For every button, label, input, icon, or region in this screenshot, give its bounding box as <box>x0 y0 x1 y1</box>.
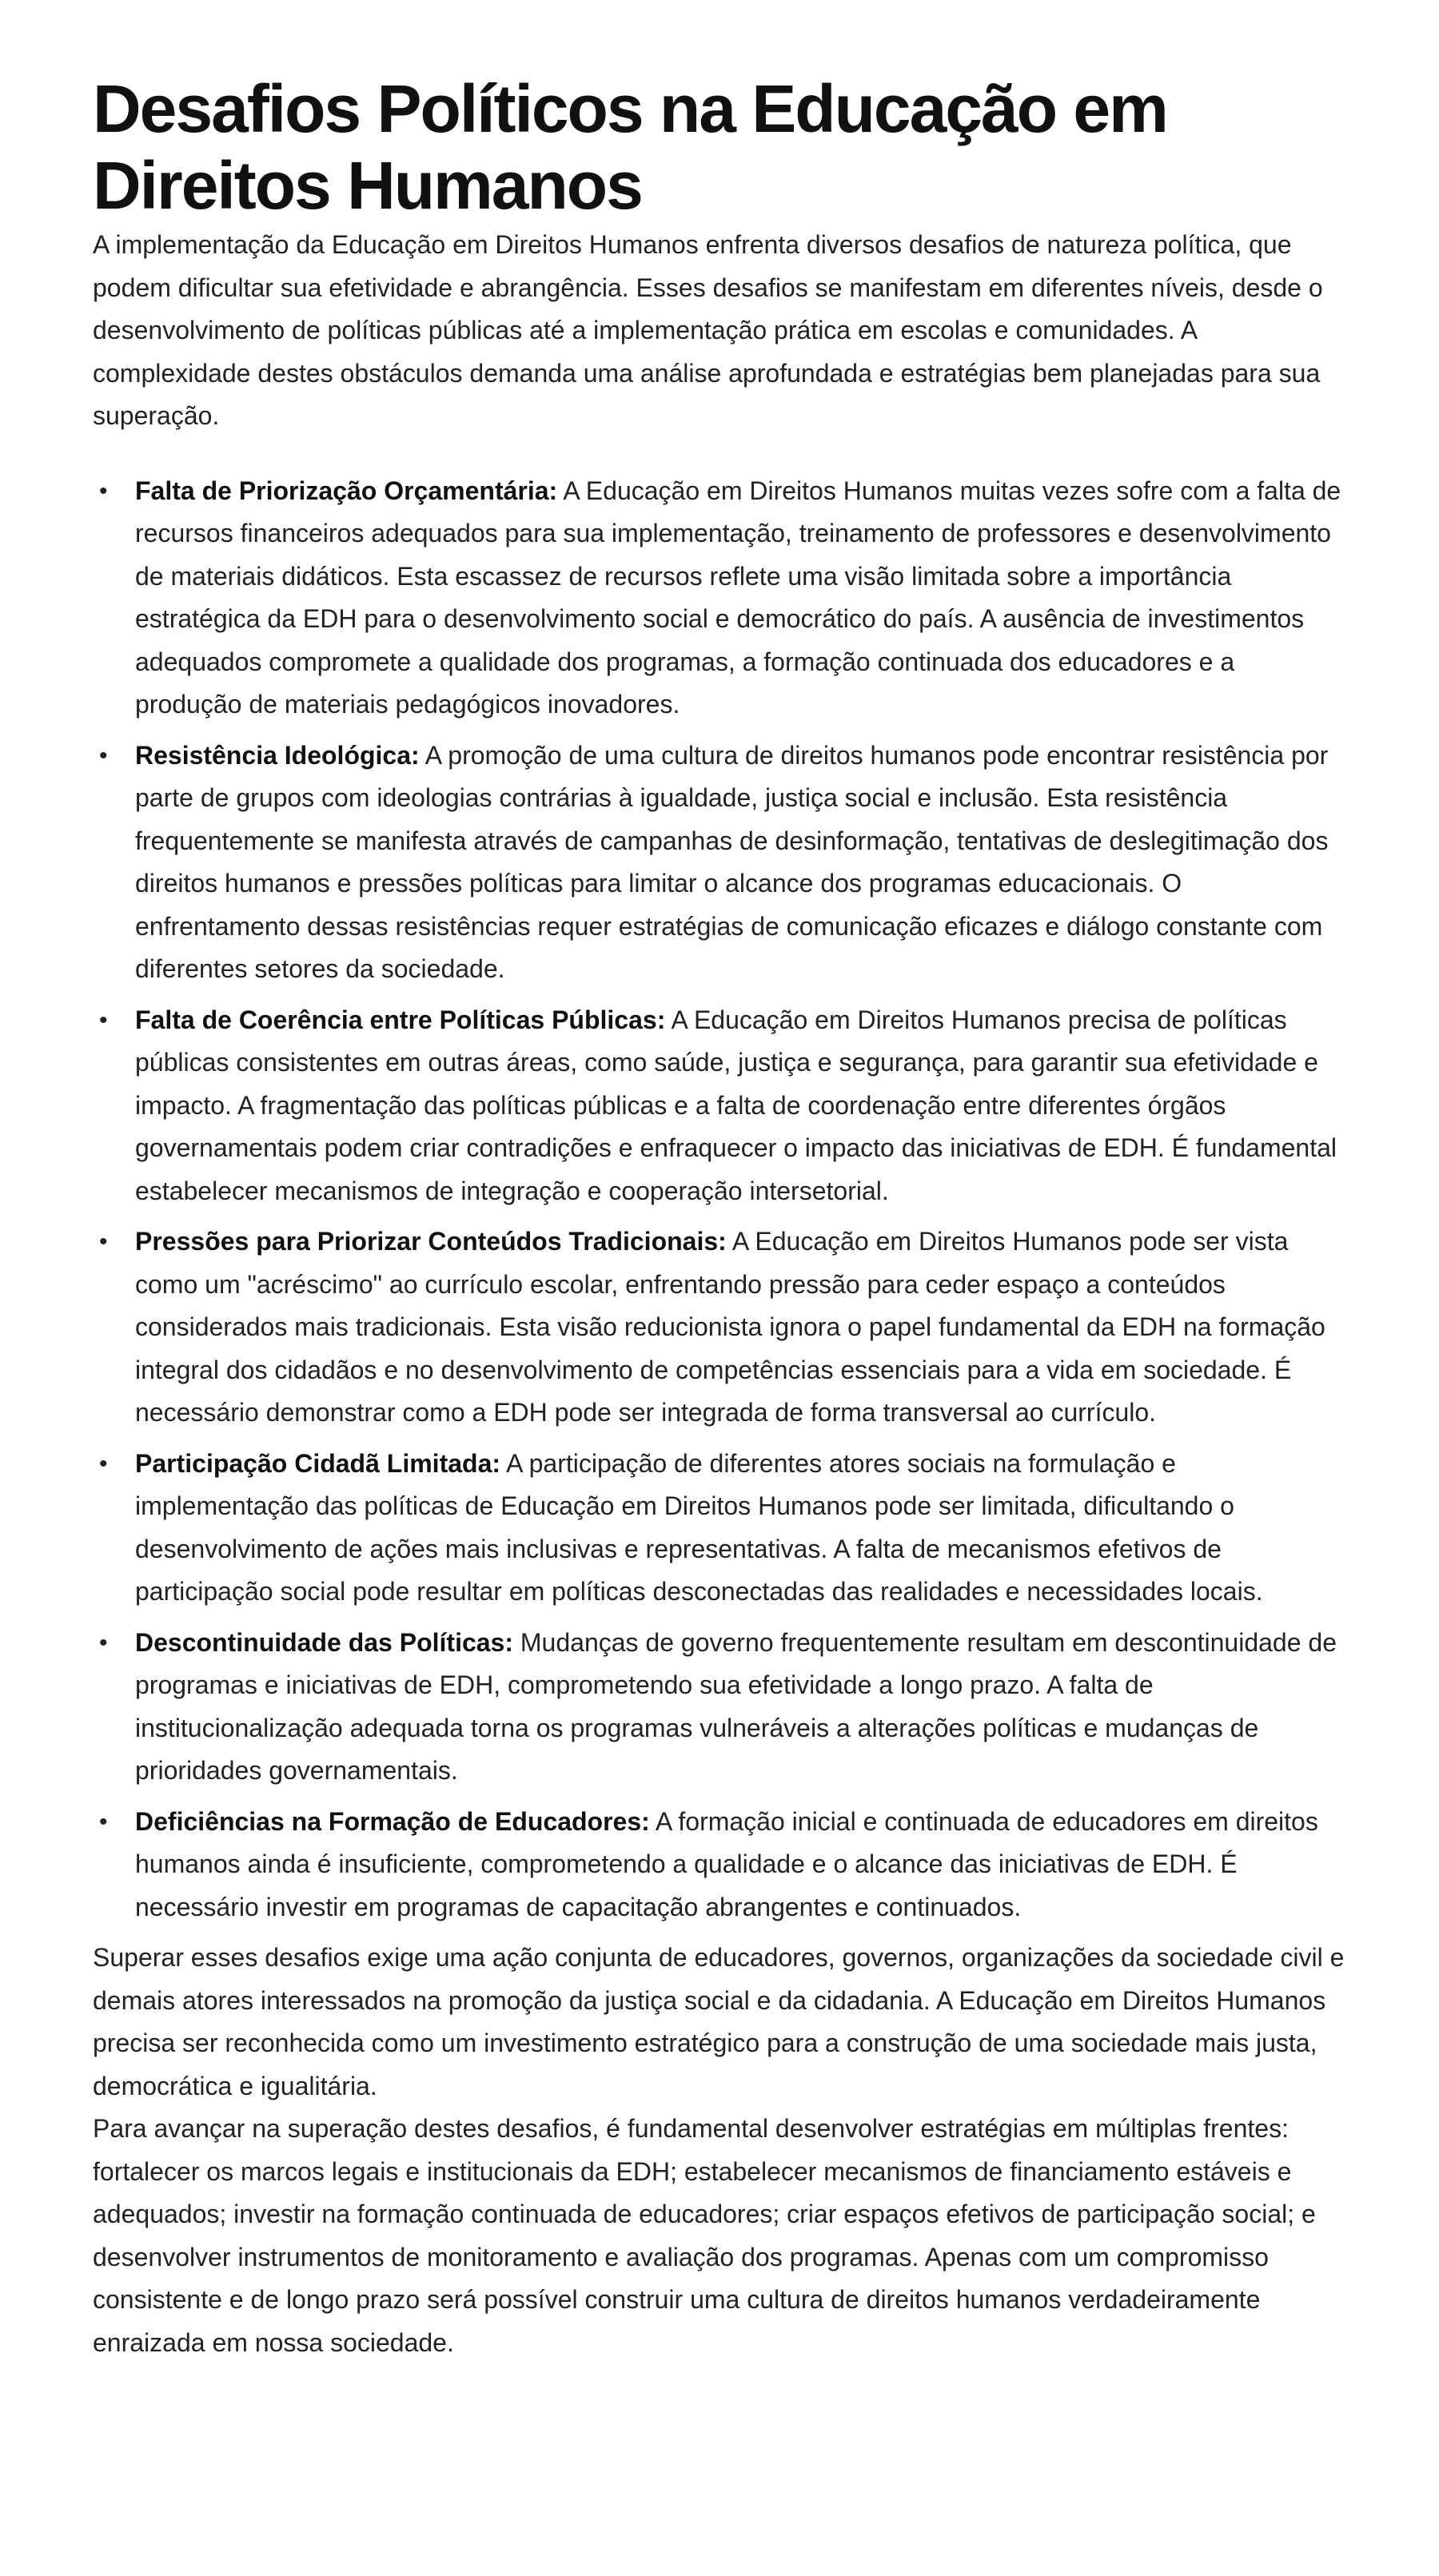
list-item <box>93 1443 1346 1614</box>
challenge-text: A formação inicial e continuada de educadores em direitos humanos ainda é insuficiente, comprometendo a qualidade e o alcance das iniciativas de EDH. É necessário investir em programas de capacitação abrangentes e continuados. <box>135 1806 1318 1921</box>
bullet-icon: • <box>99 1450 108 1477</box>
list-item <box>93 735 1346 991</box>
challenge-label: Falta de Coerência entre Políticas Públicas: <box>135 1005 666 1034</box>
intro-paragraph: A implementação da Educação em Direitos Humanos enfrenta diversos desafios de natureza política, que podem dificultar sua efetividade e abrangência. Esses desafios se manifestam em diferentes níveis, desde o desenvolvimento de políticas públicas até a implementação prática em escolas e comunidades. A complexidade destes obstáculos demanda uma análise aprofundada e estratégias bem planejadas para sua superação. <box>93 230 1323 430</box>
bullet-icon: • <box>99 477 108 504</box>
challenge-label: Resistência Ideológica: <box>135 740 420 770</box>
challenge-text: A Educação em Direitos Humanos pode ser vista como um "acréscimo" ao currículo escolar, enfrentando pressão para ceder espaço a conteúdos considerados mais tradicionais. Esta visão reducionista ignora o papel fundamental da EDH na formação integral dos cidadãos e no desenvolvimento de competências essenciais para a vida em sociedade. É necessário demonstrar como a EDH pode ser integrada de forma transversal ao currículo. <box>135 1227 1325 1427</box>
page-title: Desafios Políticos na Educação em Direitos Humanos <box>93 71 1167 223</box>
bullet-icon: • <box>99 1629 108 1656</box>
challenge-label: Falta de Priorização Orçamentária: <box>135 476 558 505</box>
bullet-icon: • <box>99 742 108 769</box>
list-item <box>93 470 1346 727</box>
challenge-text: A Educação em Direitos Humanos muitas vezes sofre com a falta de recursos financeiros adequados para sua implementação, treinamento de professores e desenvolvimento de materiais didáticos. Esta escassez de recursos reflete uma visão limitada sobre a importância estratégica da EDH para o desenvolvimento social e democrático do país. A ausência de investimentos adequados compromete a qualidade dos programas, a formação continuada dos educadores e a produção de materiais pedagógicos inovadores. <box>135 476 1341 719</box>
challenge-text: A participação de diferentes atores sociais na formulação e implementação das políticas de Educação em Direitos Humanos pode ser limitada, dificultando o desenvolvimento de ações mais inclusivas e representativas. A falta de mecanismos efetivos de participação social pode resultar em políticas desconectadas das realidades e necessidades locais. <box>135 1448 1263 1606</box>
bullet-icon: • <box>99 1006 108 1033</box>
challenge-text: A Educação em Direitos Humanos precisa de políticas públicas consistentes em outras áreas, como saúde, justiça e segurança, para garantir sua efetividade e impacto. A fragmentação das políticas públicas e a falta de coordenação entre diferentes órgãos governamentais podem criar contradições e enfraquecer o impacto das iniciativas de EDH. É fundamental estabelecer mecanismos de integração e cooperação intersetorial. <box>135 1005 1337 1205</box>
list-item <box>93 1801 1346 1929</box>
challenge-text: A promoção de uma cultura de direitos humanos pode encontrar resistência por parte de grupos com ideologias contrárias à igualdade, justiça social e inclusão. Esta resistência frequentemente se manifesta através de campanhas de desinformação, tentativas de deslegitimação dos direitos humanos e pressões políticas para limitar o alcance dos programas educacionais. O enfrentamento dessas resistências requer estratégias de comunicação eficazes e diálogo constante com diferentes setores da sociedade. <box>135 740 1329 983</box>
list-item <box>93 1220 1346 1435</box>
challenges-list <box>93 470 1346 1929</box>
bullet-icon: • <box>99 1808 108 1835</box>
challenge-text: Mudanças de governo frequentemente resultam em descontinuidade de programas e iniciativas de EDH, comprometendo sua efetividade a longo prazo. A falta de institucionalização adequada torna os programas vulneráveis a alterações políticas e mudanças de prioridades governamentais. <box>135 1627 1337 1785</box>
challenge-label: Participação Cidadã Limitada: <box>135 1448 501 1478</box>
final-paragraph: Para avançar na superação destes desafios, é fundamental desenvolver estratégias em múltiplas frentes: fortalecer os marcos legais e institucionais da EDH; estabelecer mecanismos de financiamento estáveis e adequados; investir na formação continuada de educadores; criar espaços efetivos de participação social; e desenvolver instrumentos de monitoramento e avaliação dos programas. Apenas com um compromisso consistente e de longo prazo será possível construir uma cultura de direitos humanos verdadeiramente enraizada em nossa sociedade. <box>93 2114 1316 2357</box>
list-item <box>93 1622 1346 1793</box>
list-item <box>93 999 1346 1213</box>
challenge-label: Descontinuidade das Políticas: <box>135 1627 513 1657</box>
bullet-icon: • <box>99 1228 108 1255</box>
challenge-label: Deficiências na Formação de Educadores: <box>135 1806 650 1836</box>
challenge-label: Pressões para Priorizar Conteúdos Tradicionais: <box>135 1227 727 1256</box>
closing-paragraph: Superar esses desafios exige uma ação conjunta de educadores, governos, organizações da sociedade civil e demais atores interessados na promoção da justiça social e da cidadania. A Educação em Direitos Humanos precisa ser reconhecida como um investimento estratégico para a construção de uma sociedade mais justa, democrática e igualitária. <box>93 1943 1345 2100</box>
